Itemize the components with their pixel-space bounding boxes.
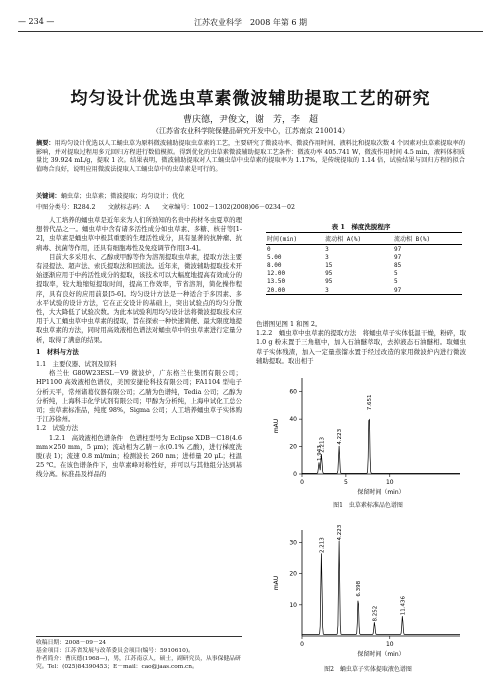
peak-label: 4.223 — [337, 428, 344, 445]
table-1 — [266, 232, 462, 295]
x-axis-label: 保留时间（min） — [357, 651, 405, 658]
peak-label: 2.213 — [319, 537, 326, 553]
x-tick-label: 0 — [300, 479, 304, 486]
chromatogram-trace — [302, 420, 460, 474]
table-row — [266, 261, 462, 269]
table-cell: 5.00 — [267, 253, 282, 261]
page-number: — 234 — — [18, 17, 55, 26]
table-cell: 20.00 — [266, 286, 324, 295]
intro-paragraph-2: 目前大多采用水、乙醇或甲醇等作为溶剂提取虫草素，提取方法主要有浸提法、超声法、索氏提取法和回流法。近年来，微波辅助提取技术开始逐渐应用于中药活性成分的提取，该技术可以大幅度地提高有效成分的提取率，较大地缩短提取时间，提高工作效率，节省溶剂，简化操作程序，具有良好的应用前景[5-6]。均匀设计方法是一种适合于多因素、多水平试验的设计方法，它在正交设计的基础上，突出试验点的均匀分散性，大大降低了试验次数。为此本试验利用均匀设计法将微波提取技术应用于人工蛹虫草中虫草素的提取，旨在探索一种快速简便、最大限度地提取虫草素的方法，同时用高效液相色谱法对蛹虫草中的虫草素进行定量分析，取得了满意的结果。 — [36, 252, 242, 344]
table-cell: 95 — [325, 270, 333, 278]
table-cell: 8.00 — [267, 261, 282, 269]
abstract-text: 用均匀设计优选以人工蛹虫草为原料微波辅助提取虫草素的工艺，主要研究了微波功率、微波作用时间、液料比和提取次数 4 个因素对虫草素提取率的影响，并对提取过程用多元回归方程进行数值模拟。得到优化的虫草素微波辅助提取工艺条件：微波功率 405.741 W，微波作用时间 4.5 min，液料体积质量比 39.924 mL/g，提取 1 次。结果表明，微波辅助提取对人工蛹虫草中虫草素的提取率为 1.17%，是传统提取的 1.14 倍，试验结果与回归方程的拟合值吻合良好，说明应用微波法提取人工蛹虫草中的虫草素是可行的。 — [36, 140, 466, 173]
y-axis-label: mAU — [273, 575, 280, 591]
y-axis-label: mAU — [273, 418, 280, 434]
table-cell: 5 — [394, 278, 398, 286]
table-header: 流动相 A(%) — [324, 233, 393, 245]
table-cell: 5 — [394, 270, 398, 278]
keywords — [36, 191, 465, 200]
section-1-2-1-text: 1.2.1 高效液相色谱条件 色谱柱型号为 Eclipse XDB－C18(4.6 mm×250 mm，5 μm)；流动相为乙腈－水(0.1% 乙酸)，进行梯度洗脱(表 1)；流速 0.8 ml/min；检测波长 260 nm；进样量 20 μL；柱温 25 ℃。在该色谱条件下，虫草素峰对称性好，并可以与其他组分达到基线分离。标准品及样品的 — [36, 433, 242, 479]
y-tick-label: 60 — [289, 388, 297, 396]
y-tick-label: 20 — [289, 570, 297, 578]
table-1-title: 表 1 梯度洗脱程序 — [331, 223, 391, 231]
y-tick-label: 0 — [293, 471, 297, 478]
section-1-1-heading: 1.1 主要仪器、试剂及原料 — [36, 360, 117, 369]
peak-label: 8.252 — [372, 605, 379, 622]
section-1-heading: 1 材料与方法 — [36, 347, 79, 356]
journal-title: 江苏农业科学 2008 年第 6 期 — [193, 18, 308, 27]
footnote-received: 收稿日期：2008－09－24 — [36, 640, 107, 646]
y-tick-label: 10 — [289, 601, 297, 609]
table-row — [266, 286, 462, 295]
chromatogram-trace — [302, 541, 460, 635]
table-cell: 12.00 — [267, 270, 286, 278]
table-cell: 13.50 — [267, 278, 286, 286]
table-cell: 95 — [325, 278, 333, 286]
table-cell: 0 — [267, 245, 271, 253]
peak-label: 6.398 — [356, 580, 363, 597]
keywords-label: 关键词： — [36, 193, 61, 200]
table-cell: 3 — [324, 286, 393, 295]
abstract — [36, 140, 465, 174]
right-column — [256, 320, 466, 366]
y-tick-label: 20 — [289, 443, 297, 451]
table-header: 流动相 B(%) — [393, 233, 462, 245]
x-axis-label: 保留时间（min） — [357, 489, 405, 496]
left-column — [36, 216, 242, 480]
y-tick-label: 30 — [289, 539, 297, 547]
table-cell: 3 — [325, 253, 329, 261]
figure-2-chromatogram — [268, 520, 468, 660]
table-row — [266, 245, 462, 254]
table-cell: 15 — [325, 261, 333, 269]
paper-title: 均匀设计优选虫草素微波辅助提取工艺的研究 — [70, 89, 431, 109]
table-header: 时间(min) — [266, 233, 324, 245]
abstract-label: 摘要： — [36, 140, 55, 147]
intro-paragraph-1: 人工培养的蛹虫草是近年来为人们所熟知的名贵中药材冬虫夏草的理想替代品之一。蛹虫草中含有诸多活性成分如虫草素、多糖、核苷等[1-2]，虫草素是蛹虫草中极其重要的生理活性成分，具有显著的抗肿瘤、抗病毒、抗菌等作用，还具有细胞毒性及免疫调节作用[3-4]。 — [36, 216, 242, 252]
section-1-2-heading: 1.2 试验方法 — [36, 424, 79, 433]
peak-label: 2.213 — [319, 437, 326, 453]
table-row — [266, 278, 462, 286]
table-cell: 97 — [394, 253, 402, 261]
page-header — [18, 14, 483, 32]
figure-1-caption: 图1 虫草素标准品色谱图 — [333, 502, 403, 509]
x-tick-label: 10 — [385, 641, 394, 648]
table-cell: 3 — [325, 245, 329, 253]
table-cell: 97 — [393, 286, 462, 295]
right-paragraph-1: 色谱图见图 1 和图 2。 — [256, 320, 322, 328]
footnote — [36, 636, 242, 671]
table-row — [266, 270, 462, 278]
table-cell: 97 — [394, 245, 402, 253]
classification-line: 中图分类号：R284.2 文献标志码：A 文章编号：1002－1302(2008)06－0234－02 — [36, 204, 295, 211]
footnote-author: 作者简介：曹庆德(1968—)，男，江苏南京人，硕士，副研究员，从事保健品研究。Tel：(025)84390453；E－mail：cao@jaas.com.cn。 — [36, 656, 241, 670]
section-1-1-text: 格兰仕 G80W23ESL－V9 微波炉，广东格兰仕集团有限公司；HP1100 高效液相色谱仪，美国安捷伦科技有限公司；FA1104 型电子分析天平，常州诸葛仪器有限公司；乙腈为色谱纯，Tedia 公司；乙醇为分析纯，上海科丰化学试剂有限公司；甲醇为分析纯，上海申试化工总公司；虫草素标准品，纯度 98%，Sigma 公司；人工培养蛹虫草子实体购于江苏徐州。 — [36, 369, 242, 424]
authors: 曹庆德，尹俊文，谢 芳，李 超 — [182, 115, 318, 125]
peak-label: 4.223 — [337, 524, 344, 541]
y-tick-label: 40 — [289, 416, 297, 424]
table-row — [266, 253, 462, 261]
peak-label: 11.436 — [400, 596, 407, 616]
peak-label: 1.943 — [317, 445, 324, 462]
figure-2-caption: 图2 蛹虫草子实体提取液色谱图 — [324, 666, 412, 673]
right-paragraph-2: 1.2.2 蛹虫草中虫草素的提取方法 将蛹虫草子实体低温干燥，粉碎，取 1.0 g 粉末置于三角瓶中，加入石油醚萃取，去掉液态石油醚相。取蛹虫草子实体残渣，加入一定量蒸馏水置于经过改造的家用微波炉内进行微波辅助提取。取出相于 — [256, 329, 466, 365]
x-tick-label: 5 — [343, 479, 348, 486]
keywords-text: 蛹虫草；虫草素；微波提取；均匀设计；优化 — [60, 193, 185, 200]
footnote-fund: 基金项目：江苏省发展与改革委员会项目(编号：5910610)。 — [36, 648, 194, 654]
x-tick-label: 0 — [300, 641, 304, 648]
figure-1-chromatogram — [268, 368, 468, 498]
table-cell: 85 — [394, 261, 402, 269]
affiliation: （江苏省农业科学院保健品研究开发中心，江苏南京 210014） — [152, 127, 349, 135]
peak-label: 7.651 — [367, 394, 374, 411]
x-tick-label: 10 — [385, 479, 394, 486]
